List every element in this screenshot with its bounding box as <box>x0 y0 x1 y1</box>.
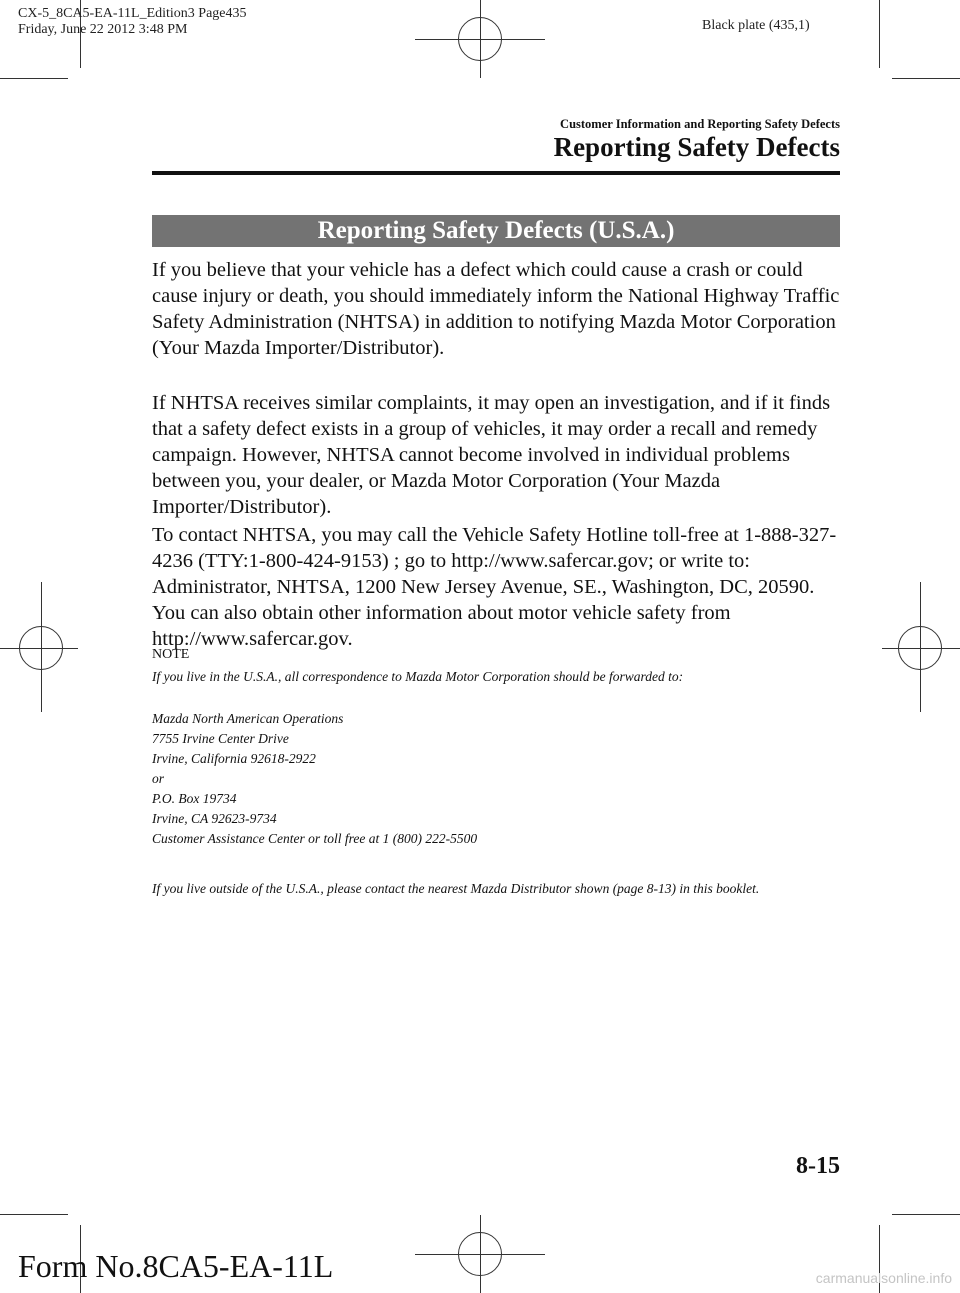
print-job-line-1: CX-5_8CA5-EA-11L_Edition3 Page435 <box>18 6 247 21</box>
address-line: Mazda North American Operations <box>152 711 344 726</box>
plate-label: Black plate (435,1) <box>702 18 810 33</box>
note-intro: If you live in the U.S.A., all correspondence to Mazda Motor Corporation should be forwarded to: <box>152 669 684 684</box>
note-label: NOTE <box>152 647 190 662</box>
note-outside-usa: If you live outside of the U.S.A., please contact the nearest Mazda Distributor shown (page 8-13) in this booklet. <box>152 881 760 896</box>
section-title: Reporting Safety Defects (U.S.A.) <box>152 215 840 247</box>
header-rule <box>152 171 840 175</box>
address-line: P.O. Box 19734 <box>152 791 237 806</box>
running-header-chapter: Customer Information and Reporting Safety Defects <box>560 117 840 131</box>
address-line: Irvine, California 92618-2922 <box>152 751 316 766</box>
address-line: 7755 Irvine Center Drive <box>152 731 289 746</box>
address-line: Irvine, CA 92623-9734 <box>152 811 277 826</box>
paragraph-nhtsa-investigation: If NHTSA receives similar complaints, it may open an investigation, and if it finds that a safety defect exists in a group of vehicles, it may order a recall and remedy campaign. However, NHTSA cannot become involved in individual problems between you, your dealer, or Mazda Motor Corporation (Your Mazda Importer/Distributor). <box>152 392 831 518</box>
form-number: Form No.8CA5-EA-11L <box>18 1248 334 1284</box>
watermark: carmanualsonline.info <box>815 1270 952 1286</box>
address-line: or <box>152 771 165 786</box>
address-line: Customer Assistance Center or toll free at 1 (800) 222-5500 <box>152 831 478 846</box>
page-number: 8-15 <box>796 1153 840 1179</box>
running-header-section: Reporting Safety Defects <box>553 132 840 162</box>
paragraph-contact-nhtsa: To contact NHTSA, you may call the Vehicle Safety Hotline toll-free at 1-888-327-4236 (TTY:1-800-424-9153) ; go to http://www.safercar.gov; or write to: Administrator, NHTSA, 1200 New Jersey Avenue, SE., Washington, DC, 20590. You can also obtain other information about motor vehicle safety from http://www.safercar.gov. <box>152 524 837 650</box>
print-job-info <box>18 6 247 38</box>
paragraph-report-defect: If you believe that your vehicle has a defect which could cause a crash or could cause injury or death, you should immediately inform the National Highway Traffic Safety Administration (NHTSA) in addition to notifying Mazda Motor Corporation (Your Mazda Importer/Distributor). <box>152 259 840 359</box>
mazda-address-block <box>152 709 852 849</box>
print-job-line-2: Friday, June 22 2012 3:48 PM <box>18 22 188 37</box>
